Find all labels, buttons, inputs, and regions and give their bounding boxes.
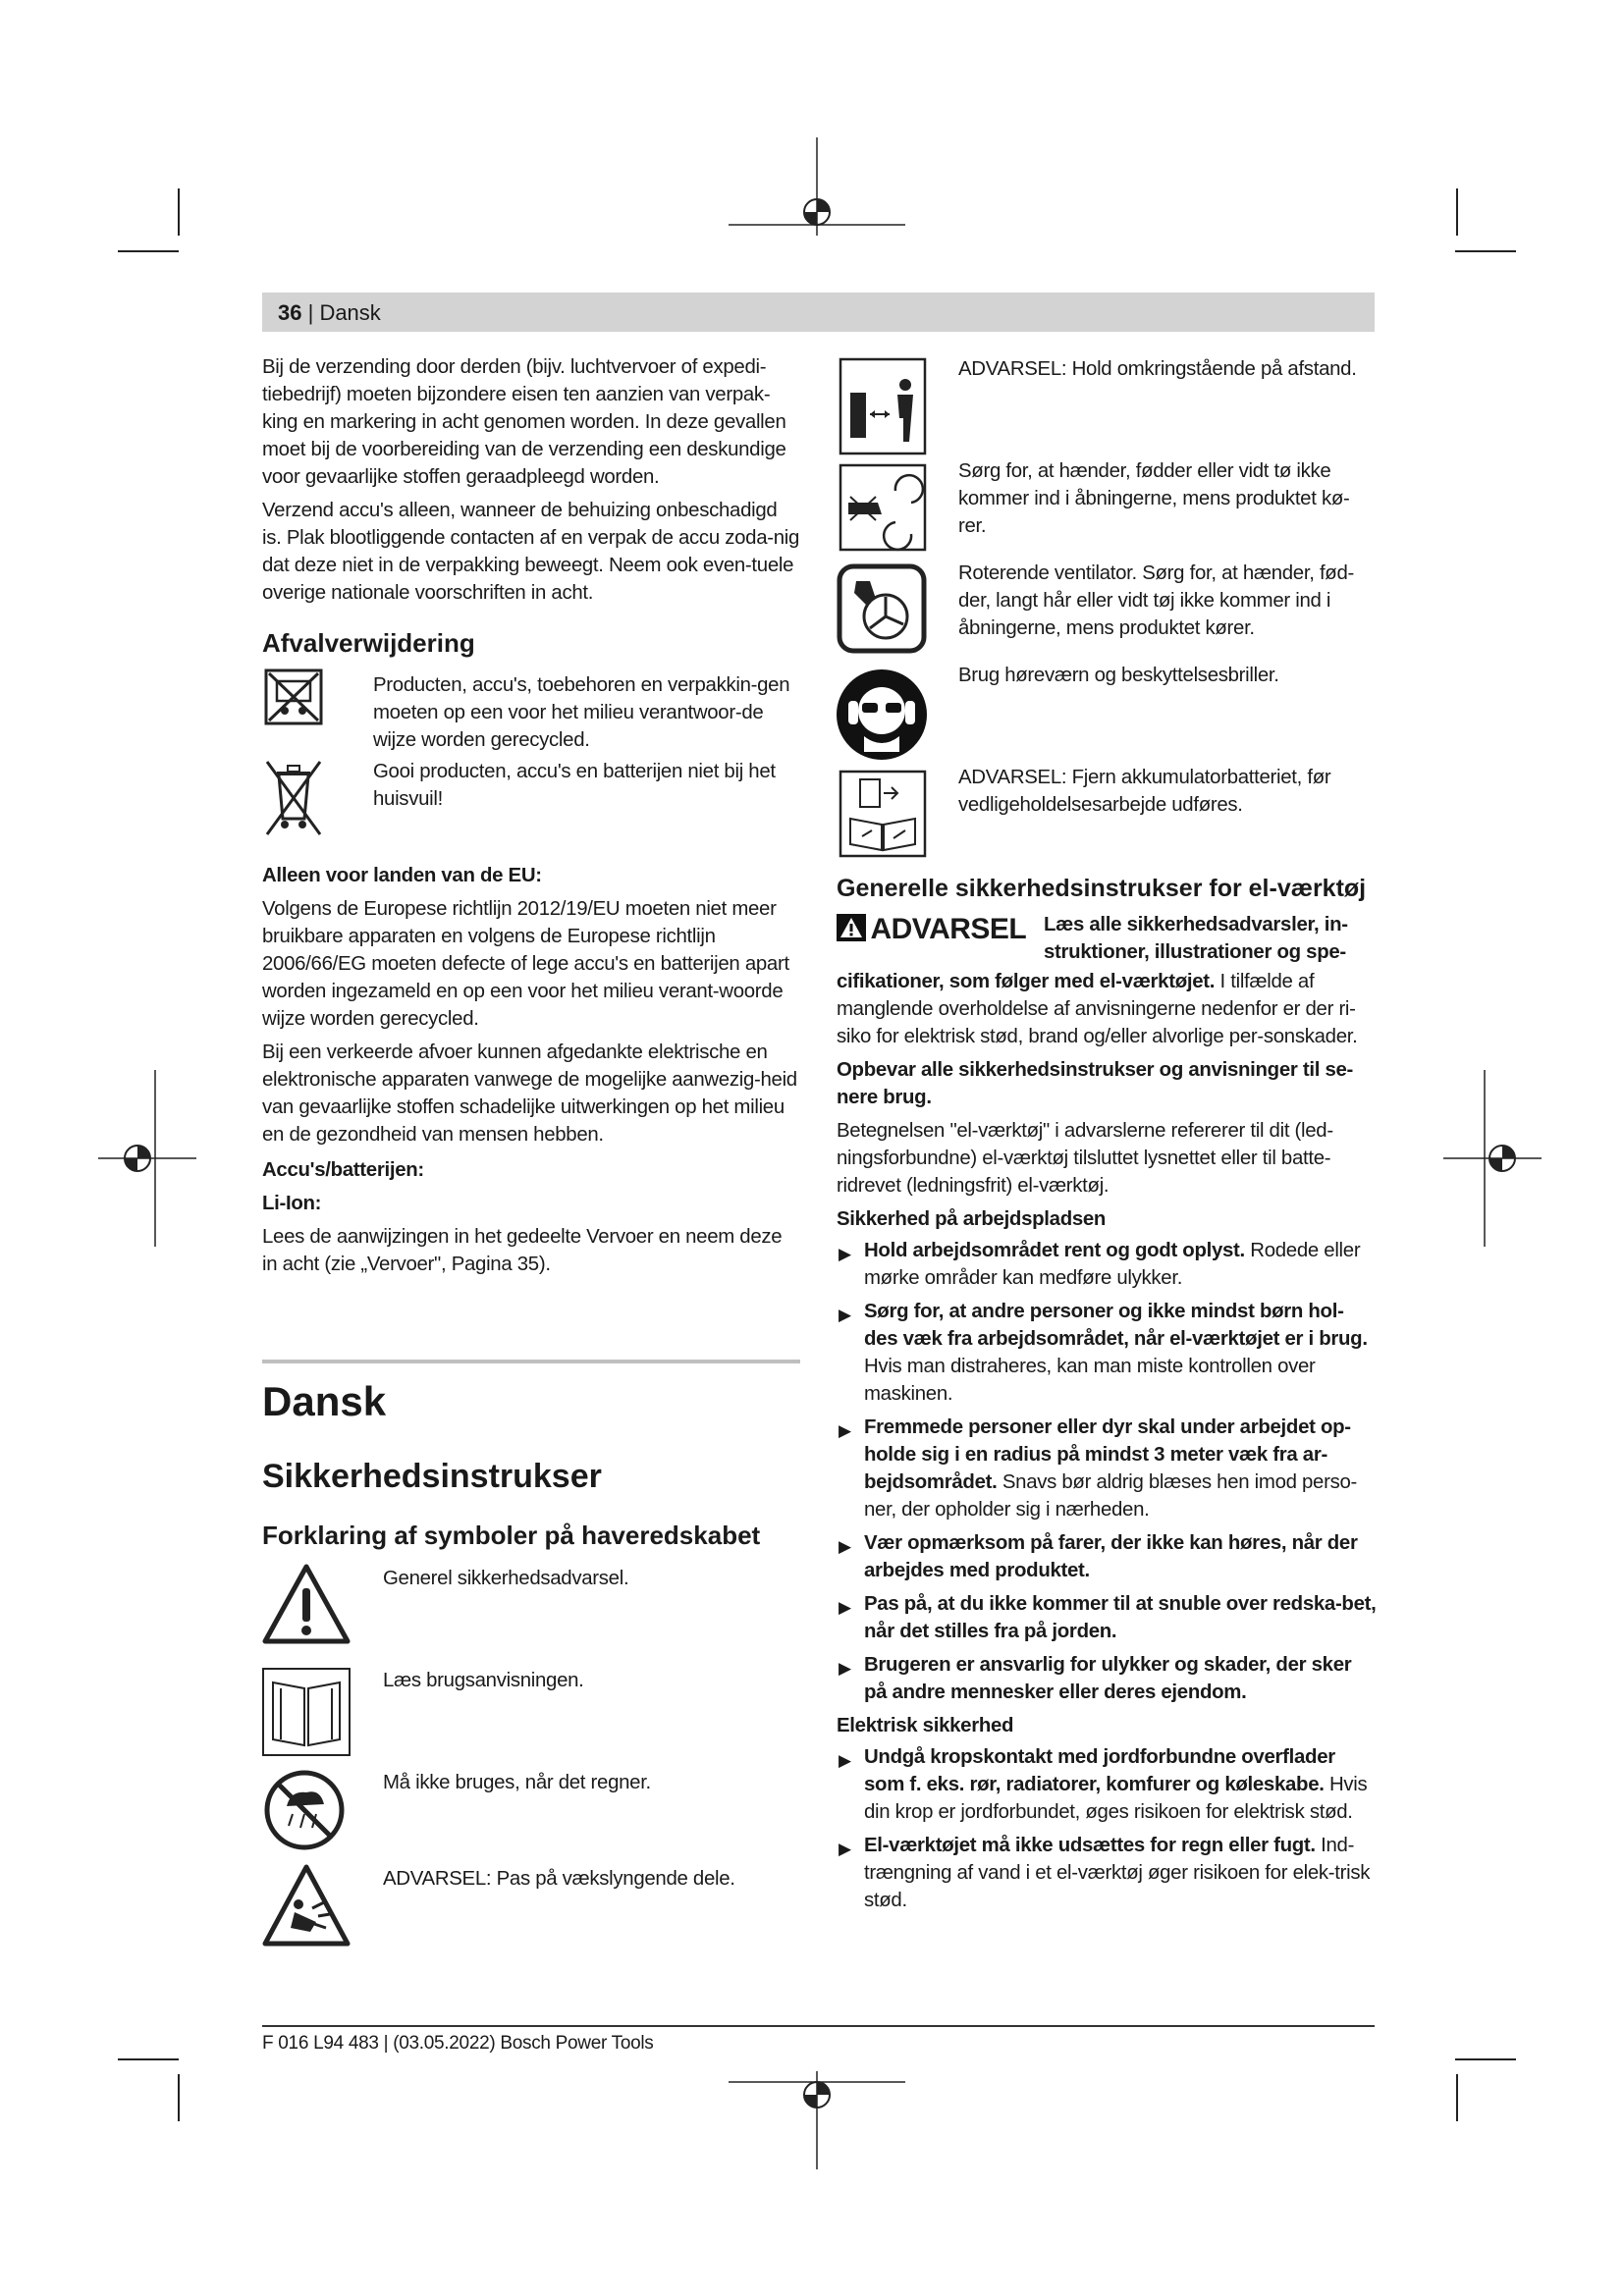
remove-battery-icon: [839, 770, 927, 858]
crossed-bin-icon: [261, 756, 326, 840]
accu-heading: Accu's/batterijen:: [262, 1159, 424, 1181]
list-item: [837, 1237, 1377, 1292]
bullet-bold: Pas på, at du ikke kommer til at snuble over redska-bet, når det stilles fra på jorden.: [864, 1593, 1377, 1642]
list-item: [837, 1590, 1377, 1645]
symbol-flying-parts: ADVARSEL: Pas på vækslyngende dele.: [383, 1868, 735, 1890]
list-item: [837, 1414, 1377, 1523]
symbol-read-manual: Læs brugsanvisningen.: [383, 1670, 584, 1691]
bullet-text: Hvis man distraheres, kan man miste kontrollen over maskinen.: [864, 1356, 1316, 1405]
bullet-bold: Undgå kropskontakt med jordforbundne overflader som f. eks. rør, radiatorer, komfurer og køleskabe.: [864, 1746, 1335, 1795]
crop-mark: [1456, 188, 1458, 236]
manual-book-icon: [261, 1667, 352, 1757]
list-item: [837, 1832, 1377, 1914]
keep-distance-icon: [839, 357, 927, 455]
crop-mark: [178, 188, 180, 236]
bullet-icon: ▶: [839, 1421, 851, 1440]
registration-mark-bottom: [729, 2071, 905, 2169]
rotating-fan-icon: [837, 563, 927, 654]
disposal-heading: Afvalverwijdering: [262, 628, 475, 658]
crop-mark: [1455, 250, 1516, 252]
bullet-bold: Fremmede personer eller dyr skal under arbejdet op-holde sig i en radius på mindst 3 meter væk fra ar-bejdsområdet.: [864, 1416, 1351, 1493]
right-column-body: [837, 968, 1377, 1920]
keep-instructions-heading: Opbevar alle sikkerhedsinstrukser og anvisninger til se-nere brug.: [837, 1059, 1354, 1108]
header-language: Dansk: [319, 300, 381, 325]
work-area-heading: Sikkerhed på arbejdspladsen: [837, 1208, 1107, 1230]
symbols-heading: Forklaring af symboler på haveredskabet: [262, 1521, 761, 1550]
eu-section: [262, 862, 800, 1284]
page-header: [278, 300, 381, 326]
no-rain-icon: [261, 1767, 348, 1853]
advarsel-badge: [837, 913, 1026, 946]
general-safety-heading: Generelle sikkerhedsinstrukser for el-værktøj: [837, 875, 1367, 902]
symbol-keep-hands-away: Sørg for, at hænder, fødder eller vidt tø ikke kommer ind i åbningerne, mens produktet kø-rer.: [958, 460, 1350, 537]
eu-paragraph-1: Volgens de Europese richtlijn 2012/19/EU moeten niet meer bruikbare apparaten en volgens de Europese richtlijn 2006/66/EG moeten defecte of lege accu's en batterijen apart worden ingezameld en op een voor het milieu verant-woorde wijze worden gerecycled.: [262, 898, 789, 1030]
warning-bold-cont: cifikationer, som følger med el-værktøjet.: [837, 971, 1216, 992]
bullet-icon: ▶: [839, 1840, 851, 1858]
warning-triangle-icon: [261, 1563, 352, 1645]
list-item: [837, 1529, 1377, 1584]
transport-paragraph-2: Verzend accu's alleen, wanneer de behuizing onbeschadigd is. Plak blootliggende contacten af en verpak de accu zoda-nig dat deze niet in de verpakking beweegt. Neem ook even-tuele overige nationale voorschriften in acht.: [262, 500, 800, 604]
electrical-safety-heading: Elektrisk sikkerhed: [837, 1715, 1014, 1736]
transport-paragraph-1: Bij de verzending door derden (bijv. luchtvervoer of expedi-tiebedrijf) moeten bijzondere eisen ten aanzien van verpak-king en markering in acht genomen worden. In deze gevallen moet bij de voorbereiding van de verzending een deskundige voor gevaarlijke stoffen geraadpleegd worden.: [262, 356, 786, 488]
bullet-bold: El-værktøjet må ikke udsættes for regn eller fugt.: [864, 1835, 1316, 1856]
bullet-bold: Brugeren er ansvarlig for ulykker og skader, der sker på andre mennesker eller deres ejendom.: [864, 1654, 1352, 1703]
left-column-intro: [262, 353, 800, 613]
hearing-eye-protection-icon: [835, 667, 929, 762]
warning-icon: [837, 914, 866, 941]
registration-mark-left: [98, 1070, 196, 1247]
bullet-icon: ▶: [839, 1751, 851, 1770]
term-paragraph: Betegnelsen "el-værktøj" i advarslerne refererer til dit (led-ningsforbundne) el-værktøj tilsluttet lysnettet eller til batte-ridrevet (ledningsfrit) el-værktøj.: [837, 1120, 1333, 1197]
bullet-icon: ▶: [839, 1659, 851, 1678]
section-divider: [262, 1360, 800, 1363]
symbol-keep-distance: ADVARSEL: Hold omkringstående på afstand.: [958, 358, 1357, 380]
symbol-general-warning: Generel sikkerhedsadvarsel.: [383, 1568, 629, 1589]
footer-rule: [262, 2025, 1375, 2027]
footer-text: F 016 L94 483 | (03.05.2022) Bosch Power Tools: [262, 2033, 654, 2054]
crop-mark: [118, 250, 179, 252]
crop-mark: [1456, 2074, 1458, 2121]
warning-text: I tilfælde af manglende overholdelse af anvisningerne nedenfor er der ri-siko for elektrisk stød, brand og/eller alvorlige per-sonskader.: [837, 971, 1358, 1047]
bullet-bold: Vær opmærksom på farer, der ikke kan høres, når der arbejdes med produktet.: [864, 1532, 1358, 1581]
safety-title: Sikkerhedsinstrukser: [262, 1458, 602, 1495]
liion-heading: Li-Ion:: [262, 1193, 322, 1214]
list-item: [837, 1651, 1377, 1706]
bullet-text: Hvis din krop er jordforbundet, øges risikoen for elektrisk stød.: [864, 1774, 1368, 1823]
symbol-protection: Brug høreværn og beskyttelsesbriller.: [958, 665, 1279, 686]
bullet-text: Snavs bør aldrig blæses hen imod perso-ner, der opholder sig i nærheden.: [864, 1471, 1358, 1521]
disposal-text-2: Gooi producten, accu's en batterijen niet bij het huisvuil!: [373, 761, 776, 810]
liion-paragraph: Lees de aanwijzingen in het gedeelte Vervoer en neem deze in acht (zie „Vervoer", Pagina 35).: [262, 1226, 783, 1275]
recycle-packaging-icon: [263, 667, 324, 726]
warning-bold-intro: Læs alle sikkerhedsadvarsler, in-struktioner, illustrationer og spe-: [1044, 914, 1348, 963]
bullet-icon: ▶: [839, 1598, 851, 1617]
language-title: Dansk: [262, 1378, 387, 1424]
flying-debris-icon: [261, 1863, 352, 1948]
bullet-text: Ind-trængning af vand i et el-værktøj øger risikoen for elek-trisk stød.: [864, 1835, 1371, 1911]
bullet-bold: Hold arbejdsområdet rent og godt oplyst.: [864, 1240, 1245, 1261]
advarsel-label: ADVARSEL: [870, 913, 1027, 945]
bullet-icon: ▶: [839, 1306, 851, 1324]
bullet-bold: Sørg for, at andre personer og ikke mindst børn hol-des væk fra arbejdsområdet, når el-værktøjet er i brug.: [864, 1301, 1368, 1350]
eu-paragraph-2: Bij een verkeerde afvoer kunnen afgedankte elektrische en elektronische apparaten vanwege de mogelijke aanwezig-heid van gevaarlijke stoffen schadelijke uitwerkingen op het milieu en de gezondheid van mensen hebben.: [262, 1041, 797, 1146]
bullet-icon: ▶: [839, 1537, 851, 1556]
registration-mark-right: [1443, 1070, 1542, 1247]
header-separator: |: [301, 300, 320, 325]
disposal-text-1: Producten, accu's, toebehoren en verpakkin-gen moeten op een voor het milieu verantwoor-de wijze worden gerecycled.: [373, 674, 790, 751]
crop-mark: [178, 2074, 180, 2121]
hands-feet-openings-icon: [839, 463, 927, 552]
crop-mark: [118, 2058, 179, 2060]
page-number: 36: [278, 300, 302, 325]
crop-mark: [1455, 2058, 1516, 2060]
page-header-bar: [262, 293, 1375, 332]
warning-paragraph: [837, 968, 1377, 1050]
registration-mark-top: [729, 137, 905, 236]
eu-heading: Alleen voor landen van de EU:: [262, 865, 542, 886]
symbol-no-rain: Må ikke bruges, når det regner.: [383, 1772, 651, 1793]
symbol-rotating-fan: Roterende ventilator. Sørg for, at hænder, fød-der, langt hår eller vidt tøj ikke kommer ind i åbningerne, mens produktet kører.: [958, 562, 1354, 639]
symbol-remove-battery: ADVARSEL: Fjern akkumulatorbatteriet, før vedligeholdelsesarbejde udføres.: [958, 767, 1331, 816]
bullet-icon: ▶: [839, 1245, 851, 1263]
bullet-text: Rodede eller mørke områder kan medføre ulykker.: [864, 1240, 1361, 1289]
list-item: [837, 1298, 1377, 1408]
list-item: [837, 1743, 1377, 1826]
